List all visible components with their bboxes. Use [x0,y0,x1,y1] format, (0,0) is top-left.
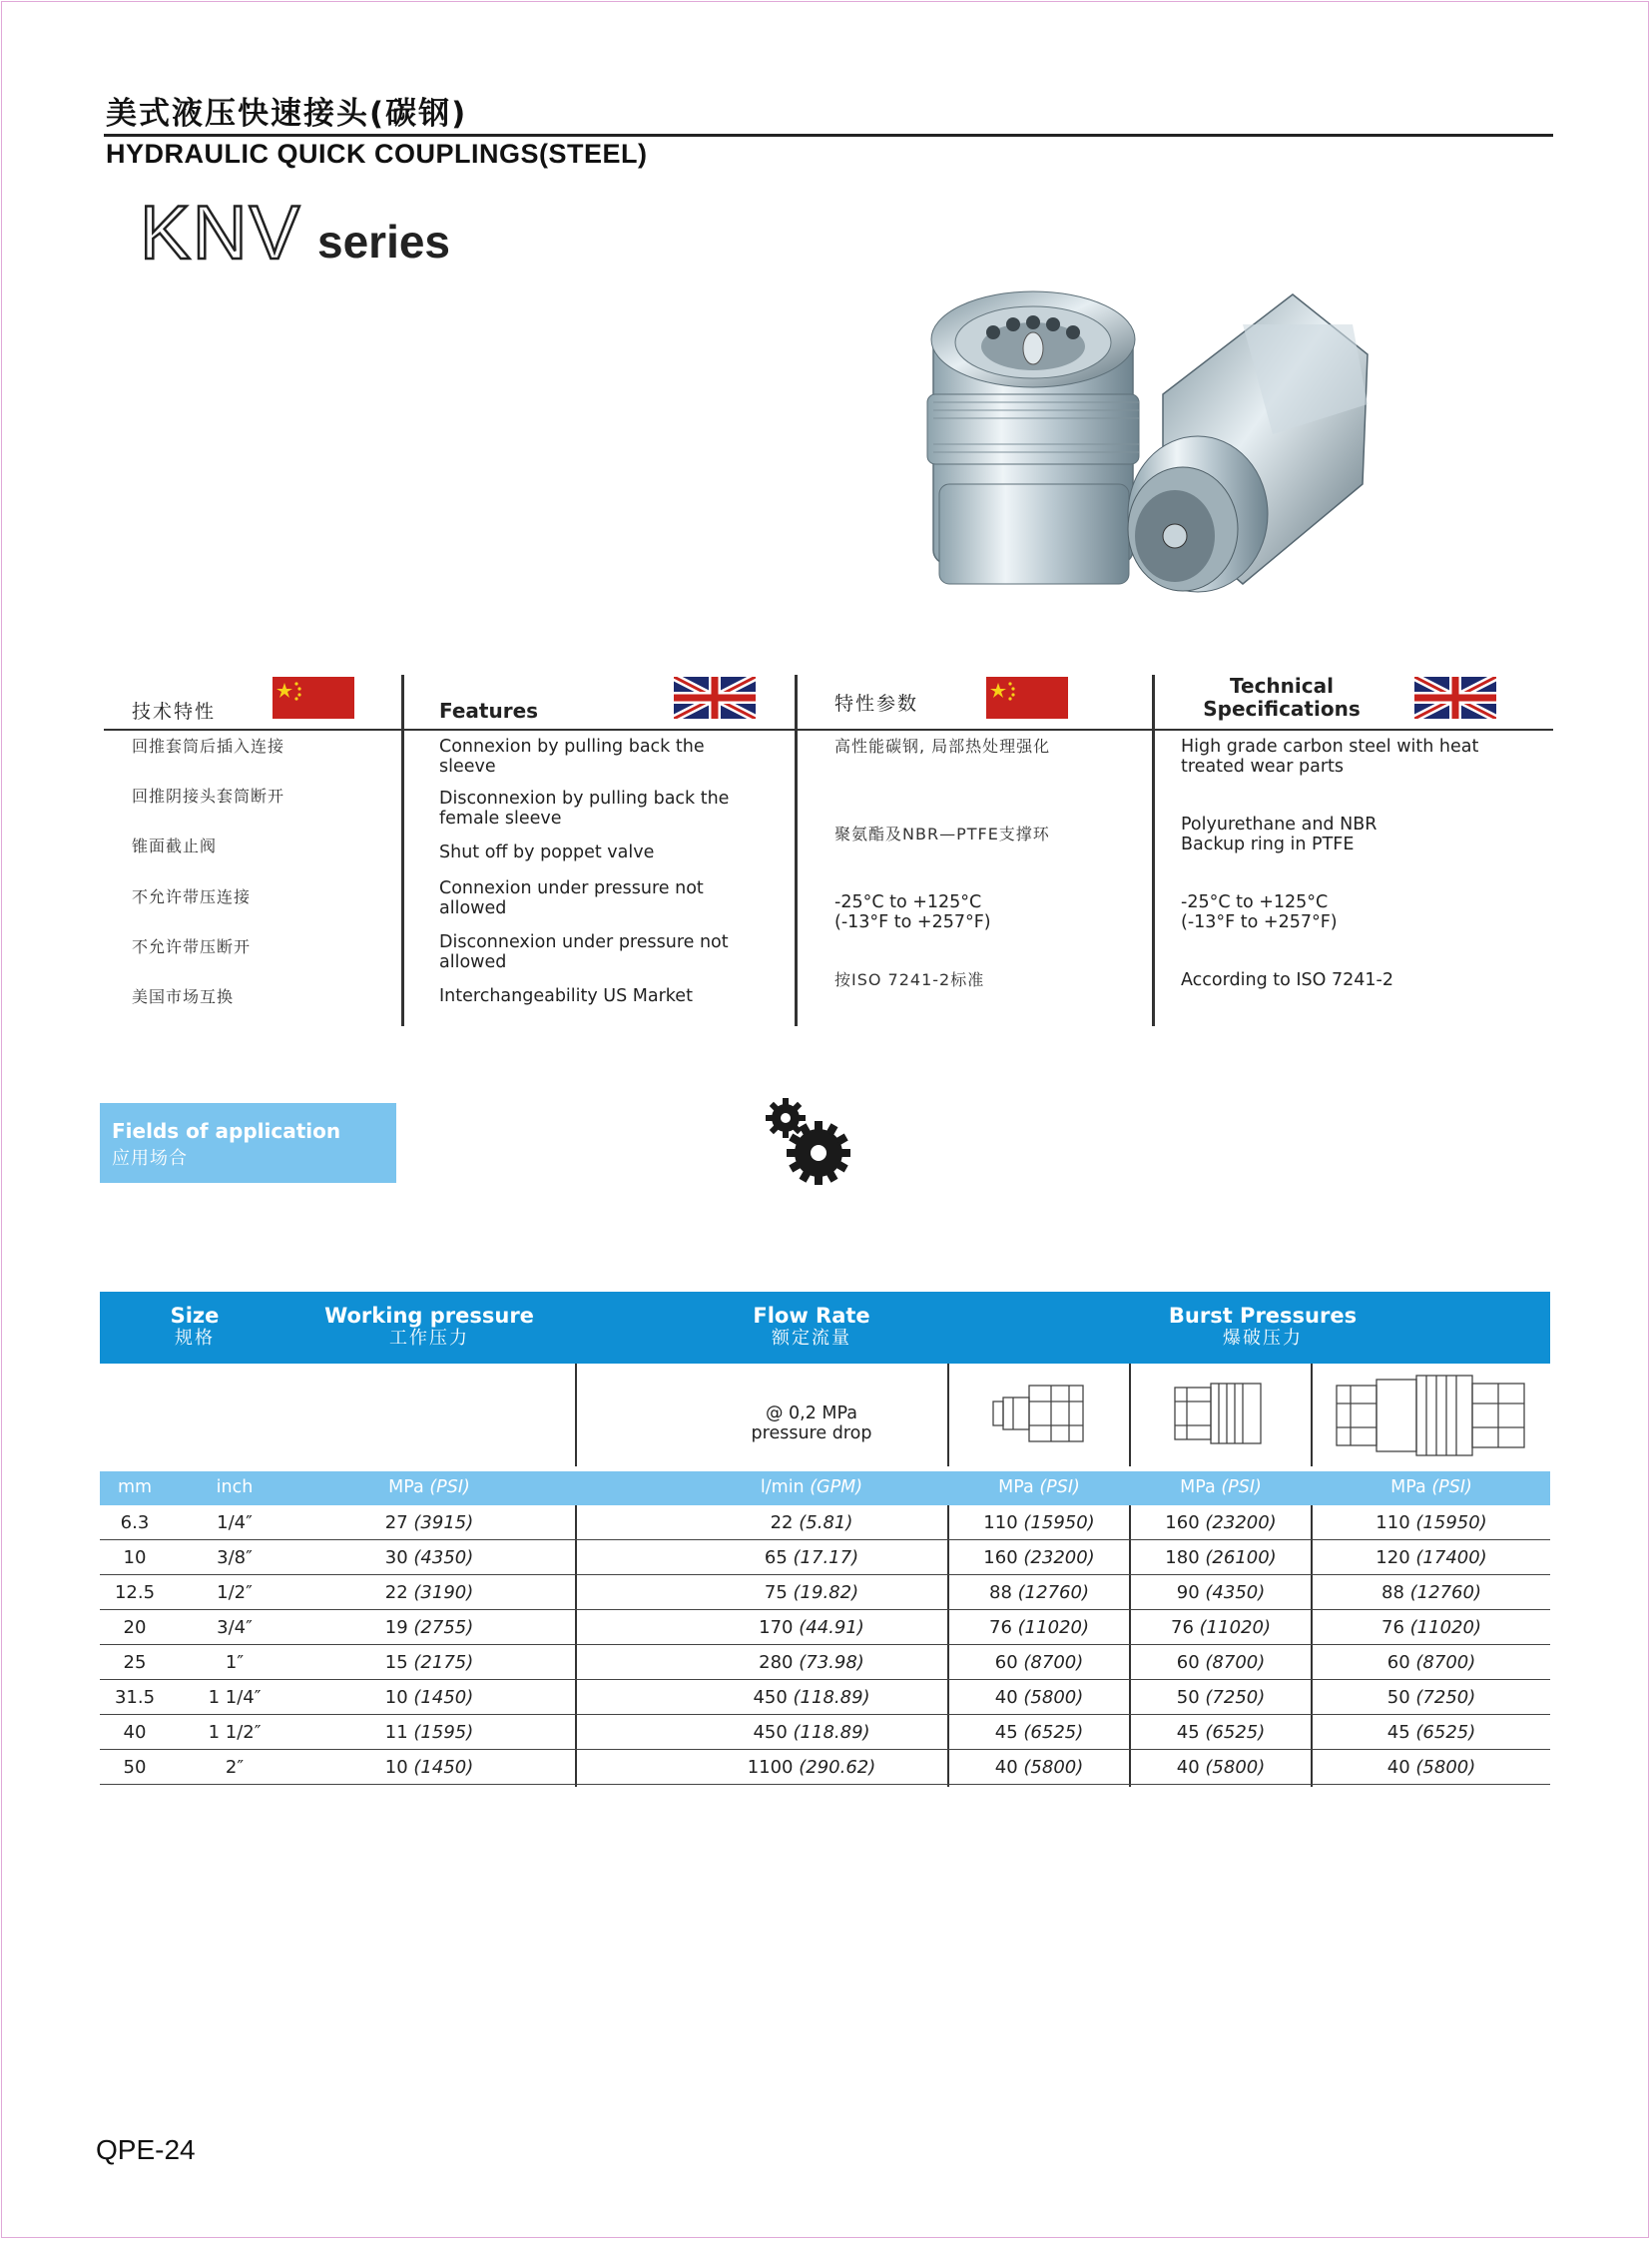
cell-value: 31.5 [114,1687,156,1708]
cell-value-imperial: (290.62) [799,1757,876,1778]
column-separator [401,675,404,1026]
cell-wp [329,1547,529,1568]
cell-value: 2″ [225,1757,245,1778]
spec-item [1181,737,1478,777]
th-flow-en: Flow Rate [753,1304,870,1328]
cell-inch [200,1652,270,1673]
cell-inch [200,1722,270,1743]
cell-value: 160 [983,1547,1018,1568]
cell-mm [110,1512,160,1533]
cell-value-imperial: (4350) [1205,1582,1266,1603]
cell-value-imperial: (6525) [1205,1722,1266,1743]
cell-mm [110,1547,160,1568]
unit-text: (PSI) [1221,1477,1262,1497]
column-separator [1311,1364,1313,1466]
cell-value-imperial: (17.17) [793,1547,859,1568]
uk-flag-icon [674,677,756,719]
cell-mm [110,1757,160,1778]
cell-value-imperial: (3190) [413,1582,474,1603]
cell-b2 [1131,1757,1311,1778]
feature-item: Shut off by poppet valve [439,842,655,862]
cell-b1 [949,1757,1129,1778]
feature-item-line: female sleeve [439,809,562,829]
cell-b1 [949,1512,1129,1533]
spec-item: According to ISO 7241-2 [1181,970,1393,990]
th-flow-rate [677,1304,946,1350]
cell-value: 10 [123,1547,147,1568]
spec-cn-item: 聚氨酯及NBR—PTFE支撑环 [834,825,1050,843]
cell-value: 1 1/4″ [208,1687,262,1708]
cell-value-imperial: (2175) [413,1652,474,1673]
spec-item-line: treated wear parts [1181,757,1345,777]
cell-value-imperial: (7250) [1205,1687,1266,1708]
header-rule [104,134,1553,137]
cell-value-imperial: (118.89) [793,1687,870,1708]
cell-value: 76 [1171,1617,1194,1638]
cell-b3 [1313,1722,1550,1743]
cell-value: 6.3 [120,1512,150,1533]
th-burst-cn: 爆破压力 [1223,1328,1303,1349]
cell-value: 50 [123,1757,147,1778]
cell-b2 [1131,1722,1311,1743]
cell-fl [677,1582,946,1603]
th-size-en: Size [170,1304,220,1328]
table-row [100,1575,1550,1610]
cell-value-imperial: (5800) [1023,1757,1084,1778]
female-coupler-drawing [1171,1382,1271,1445]
spec-item-line: (-13°F to +257°F) [1181,912,1338,932]
cell-b1 [949,1617,1129,1638]
cell-b3 [1313,1582,1550,1603]
cell-b1 [949,1582,1129,1603]
cell-value-imperial: (44.91) [799,1617,864,1638]
spec-item-line: Polyurethane and NBR [1181,815,1377,835]
cell-value-imperial: (12760) [1409,1582,1481,1603]
fields-of-application-box [100,1103,396,1183]
cell-b3 [1313,1757,1550,1778]
cell-value-imperial: (1450) [413,1687,474,1708]
cell-inch [200,1512,270,1533]
cell-value-imperial: (3915) [413,1512,474,1533]
male-plug-drawing [991,1382,1091,1445]
cell-value-imperial: (17400) [1415,1547,1487,1568]
units-row [100,1471,1550,1505]
unit-burst-3 [1313,1477,1550,1497]
cell-value: 11 [384,1722,408,1743]
cell-b2 [1131,1687,1311,1708]
spec-item-line: Backup ring in PTFE [1181,835,1355,854]
cell-value: 180 [1165,1547,1200,1568]
cell-value: 30 [384,1547,408,1568]
cell-value: 12.5 [114,1582,156,1603]
th-burst-en: Burst Pressures [1168,1304,1358,1328]
cell-value: 10 [384,1687,408,1708]
unit-text: (PSI) [1039,1477,1080,1497]
cell-value-imperial: (8700) [1023,1652,1084,1673]
unit-text: l/min [760,1477,805,1497]
spec-item-line: -25°C to +125°C [1181,892,1329,912]
unit-inch: inch [216,1477,254,1497]
feature-cn-item: 不允许带压断开 [132,937,252,956]
cell-value: 27 [384,1512,408,1533]
cell-value-imperial: (15950) [1415,1512,1487,1533]
features-col4-title-line1: Technical [1230,674,1334,698]
page-title-cn: 美式液压快速接头(碳钢) [106,96,468,132]
features-col4-title [1202,675,1362,721]
cell-inch [200,1687,270,1708]
cell-value: 45 [1176,1722,1200,1743]
unit-text: (PSI) [429,1477,470,1497]
cell-value: 22 [770,1512,794,1533]
flow-rate-note [577,1403,1046,1443]
cell-value-imperial: (12760) [1017,1582,1089,1603]
cell-value-imperial: (5.81) [799,1512,853,1533]
cell-value-imperial: (8700) [1415,1652,1476,1673]
cell-value: 10 [384,1757,408,1778]
cell-value-imperial: (15950) [1023,1512,1095,1533]
th-burst-pressures [1133,1304,1392,1350]
cell-value: 40 [994,1687,1018,1708]
cell-value-imperial: (23200) [1023,1547,1095,1568]
cell-value: 19 [384,1617,408,1638]
table-row [100,1540,1550,1575]
cell-value-imperial: (11020) [1199,1617,1271,1638]
feature-cn-item: 美国市场互换 [132,987,235,1006]
feature-item [439,878,704,918]
table-row [100,1680,1550,1715]
spec-item-line: -25°C to +125°C [834,892,982,912]
page-number: QPE-24 [96,2134,196,2165]
th-wp-cn: 工作压力 [389,1328,469,1349]
cell-value: 50 [1386,1687,1410,1708]
unit-text: MPa [1390,1477,1426,1497]
feature-item-line: allowed [439,952,507,972]
cell-value: 160 [1165,1512,1200,1533]
cell-value-imperial: (26100) [1205,1547,1277,1568]
cell-value-imperial: (7250) [1415,1687,1476,1708]
cell-value: 120 [1376,1547,1410,1568]
cell-b3 [1313,1687,1550,1708]
cell-b2 [1131,1582,1311,1603]
cell-value: 88 [989,1582,1012,1603]
table-row [100,1715,1550,1750]
unit-flow [677,1477,946,1497]
feature-item-line: Disconnexion by pulling back the [439,789,730,809]
cell-value: 280 [759,1652,794,1673]
cell-fl [677,1757,946,1778]
cell-wp [329,1617,529,1638]
table-row [100,1505,1550,1540]
th-size-cn: 规格 [175,1328,215,1349]
feature-cn-item: 不允许带压连接 [132,887,252,906]
fields-title-en: Fields of application [112,1119,341,1143]
cell-value: 3/8″ [217,1547,253,1568]
cell-value-imperial: (6525) [1415,1722,1476,1743]
cell-fl [677,1512,946,1533]
cell-value: 60 [1386,1652,1410,1673]
cell-value: 22 [384,1582,408,1603]
feature-item-line: sleeve [439,757,496,777]
cell-value: 75 [764,1582,788,1603]
cell-value: 45 [994,1722,1018,1743]
th-flow-cn: 额定流量 [772,1328,851,1349]
cell-value-imperial: (6525) [1023,1722,1084,1743]
unit-text: (PSI) [1431,1477,1472,1497]
cell-value: 88 [1381,1582,1404,1603]
feature-item [439,789,729,829]
cell-value: 1/4″ [217,1512,253,1533]
series-word: series [317,216,451,268]
cell-value-imperial: (73.98) [799,1652,864,1673]
cell-value: 450 [753,1722,788,1743]
feature-item: Interchangeability US Market [439,986,693,1006]
cell-b2 [1131,1547,1311,1568]
spec-item [1181,815,1377,854]
uk-flag-icon [1414,677,1496,719]
column-separator [1129,1364,1131,1466]
spec-cn-item [834,892,991,932]
column-separator [1152,675,1155,1026]
unit-text: (GPM) [810,1477,863,1497]
cell-value: 90 [1176,1582,1200,1603]
unit-text: MPa [998,1477,1034,1497]
cell-value: 110 [983,1512,1018,1533]
cell-b1 [949,1547,1129,1568]
cell-wp [329,1652,529,1673]
cell-value-imperial: (11020) [1017,1617,1089,1638]
gears-icon [764,1096,853,1188]
cell-fl [677,1617,946,1638]
features-section [104,667,1553,1026]
coupling-images-row [100,1364,1550,1466]
cell-value: 60 [994,1652,1018,1673]
cell-value: 65 [764,1547,788,1568]
cell-value-imperial: (8700) [1205,1652,1266,1673]
cell-inch [200,1547,270,1568]
feature-item-line: Disconnexion under pressure not [439,932,729,952]
cell-value-imperial: (19.82) [793,1582,859,1603]
cell-b2 [1131,1617,1311,1638]
china-flag-icon [273,677,354,719]
cell-value: 40 [994,1757,1018,1778]
cell-fl [677,1722,946,1743]
cell-wp [329,1757,529,1778]
cell-value-imperial: (23200) [1205,1512,1277,1533]
cell-wp [329,1687,529,1708]
unit-burst-1 [949,1477,1129,1497]
cell-fl [677,1652,946,1673]
cell-b3 [1313,1652,1550,1673]
cell-mm [110,1687,160,1708]
cell-value-imperial: (1450) [413,1757,474,1778]
cell-inch [200,1582,270,1603]
cell-value: 60 [1176,1652,1200,1673]
features-rule [104,729,1553,731]
feature-item-line: allowed [439,898,507,918]
column-separator [795,675,798,1026]
cell-value-imperial: (5800) [1415,1757,1476,1778]
spec-item-line: High grade carbon steel with heat [1181,737,1479,757]
th-size [130,1304,260,1350]
cell-b2 [1131,1652,1311,1673]
cell-inch [200,1757,270,1778]
unit-burst-2 [1131,1477,1311,1497]
series-logo: KNV [140,191,302,276]
cell-b1 [949,1722,1129,1743]
cell-value: 25 [123,1652,147,1673]
spec-item-line: (-13°F to +257°F) [834,912,991,932]
cell-value-imperial: (11020) [1409,1617,1481,1638]
feature-item-line: Connexion by pulling back the [439,737,705,757]
cell-value: 50 [1176,1687,1200,1708]
cell-value-imperial: (2755) [413,1617,474,1638]
cell-mm [110,1617,160,1638]
features-col1-title: 技术特性 [132,701,217,723]
cell-mm [110,1582,160,1603]
cell-value: 3/4″ [217,1617,253,1638]
unit-text: MPa [1180,1477,1216,1497]
cell-value: 40 [123,1722,147,1743]
th-wp-en: Working pressure [324,1304,534,1328]
cell-inch [200,1617,270,1638]
cell-value-imperial: (118.89) [793,1722,870,1743]
cell-b3 [1313,1547,1550,1568]
cell-value: 110 [1376,1512,1410,1533]
cell-b3 [1313,1617,1550,1638]
table-header [100,1292,1550,1364]
unit-working-pressure [329,1477,529,1497]
coupled-assembly-drawing [1333,1374,1532,1457]
spec-item [1181,892,1338,932]
cell-mm [110,1652,160,1673]
feature-cn-item: 锥面截止阀 [132,837,218,855]
china-flag-icon [986,677,1068,719]
unit-mm: mm [117,1477,153,1497]
table-row [100,1610,1550,1645]
cell-value: 1 1/2″ [208,1722,262,1743]
feature-item [439,932,729,972]
cell-fl [677,1687,946,1708]
cell-fl [677,1547,946,1568]
cell-value-imperial: (5800) [1205,1757,1266,1778]
cell-value: 1″ [225,1652,245,1673]
cell-value: 450 [753,1687,788,1708]
spec-cn-item: 高性能碳钢, 局部热处理强化 [834,737,1051,756]
cell-value: 76 [1381,1617,1404,1638]
cell-value: 76 [989,1617,1012,1638]
cell-wp [329,1512,529,1533]
flow-note-line: pressure drop [751,1423,872,1443]
feature-cn-item: 回推阴接头套筒断开 [132,787,285,806]
cell-b3 [1313,1512,1550,1533]
cell-value: 1/2″ [217,1582,253,1603]
product-photo [913,284,1373,614]
cell-wp [329,1722,529,1743]
feature-cn-item: 回推套筒后插入连接 [132,737,285,756]
table-row [100,1750,1550,1785]
page-title-en: HYDRAULIC QUICK COUPLINGS(STEEL) [106,139,648,169]
feature-item-line: Connexion under pressure not [439,878,704,898]
flow-note-line: @ 0,2 MPa [765,1403,858,1423]
cell-value-imperial: (1595) [413,1722,474,1743]
features-col3-title: 特性参数 [834,693,919,715]
cell-value: 40 [1176,1757,1200,1778]
cell-value: 40 [1386,1757,1410,1778]
cell-value: 45 [1386,1722,1410,1743]
cell-b1 [949,1652,1129,1673]
cell-wp [329,1582,529,1603]
th-working-pressure [309,1304,549,1350]
cell-value: 20 [123,1617,147,1638]
features-col2-title: Features [439,699,539,723]
fields-title-cn: 应用场合 [112,1148,188,1169]
spec-cn-item: 按ISO 7241-2标准 [834,970,985,989]
cell-value: 170 [759,1617,794,1638]
cell-b1 [949,1687,1129,1708]
cell-value-imperial: (4350) [413,1547,474,1568]
features-col4-title-line2: Specifications [1203,697,1361,721]
cell-b2 [1131,1512,1311,1533]
feature-item [439,737,705,777]
cell-value: 15 [384,1652,408,1673]
unit-text: MPa [388,1477,424,1497]
cell-value-imperial: (5800) [1023,1687,1084,1708]
cell-mm [110,1722,160,1743]
cell-value: 1100 [747,1757,794,1778]
table-row [100,1645,1550,1680]
